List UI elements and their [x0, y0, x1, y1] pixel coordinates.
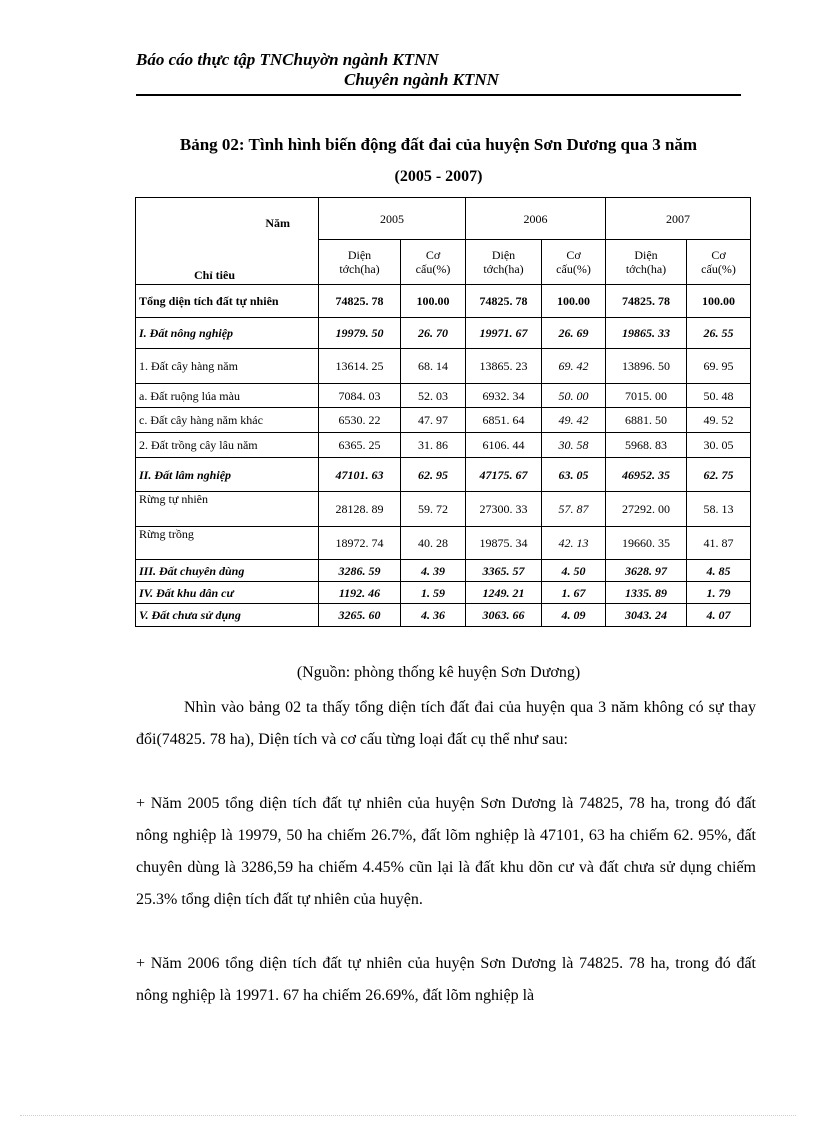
- page-bottom-divider: [20, 1115, 796, 1116]
- cell: 18972. 74: [319, 527, 401, 560]
- cell: 74825. 78: [466, 285, 542, 318]
- cell: 49. 52: [687, 408, 751, 433]
- row-label: c. Đất cây hàng năm khác: [136, 408, 319, 433]
- cell: 6530. 22: [319, 408, 401, 433]
- table-row: [136, 384, 751, 408]
- table-row: [136, 285, 751, 318]
- cell: 26. 69: [542, 318, 606, 349]
- cell: 4. 36: [401, 604, 466, 627]
- cell: 19875. 34: [466, 527, 542, 560]
- row-label: V. Đất chưa sử dụng: [136, 604, 319, 627]
- table-row: [136, 458, 751, 492]
- subheader-area: Diện tớch(ha): [319, 240, 401, 285]
- body-paragraph: Nhìn vào bảng 02 ta thấy tổng diện tích đất đai của huyện qua 3 năm không có sự thay đổi(74825. 78 ha), Diện tích và cơ cấu từng loại đất cụ thể như sau:: [136, 699, 756, 748]
- cell: 63. 05: [542, 458, 606, 492]
- cell: 50. 00: [542, 384, 606, 408]
- cell: 19660. 35: [606, 527, 687, 560]
- cell: 68. 14: [401, 349, 466, 384]
- cell: 62. 95: [401, 458, 466, 492]
- cell: 1. 67: [542, 582, 606, 604]
- land-use-table: [135, 197, 751, 627]
- row-label: III. Đất chuyên dùng: [136, 560, 319, 582]
- cell: 1. 79: [687, 582, 751, 604]
- cell: 7084. 03: [319, 384, 401, 408]
- cell: 26. 70: [401, 318, 466, 349]
- cell: 13865. 23: [466, 349, 542, 384]
- corner-year-label: Năm: [265, 216, 290, 230]
- table-row: [136, 604, 751, 627]
- year-header: 2007: [606, 198, 751, 240]
- table-row: [136, 582, 751, 604]
- row-label: 1. Đất cây hàng năm: [136, 349, 319, 384]
- cell: 42. 13: [542, 527, 606, 560]
- subheader-structure: Cơ cấu(%): [542, 240, 606, 285]
- cell: 47101. 63: [319, 458, 401, 492]
- cell: 13896. 50: [606, 349, 687, 384]
- header-subtitle: Chuyên ngành KTNN: [344, 70, 499, 89]
- row-label: I. Đất nông nghiệp: [136, 318, 319, 349]
- table-title: Bảng 02: Tình hình biến động đất đai của huyện Sơn Dương qua 3 năm: [179, 135, 698, 154]
- row-label: Rừng tự nhiên: [136, 492, 319, 527]
- table-row: [136, 560, 751, 582]
- cell: 100.00: [687, 285, 751, 318]
- cell: 6851. 64: [466, 408, 542, 433]
- cell: 27300. 33: [466, 492, 542, 527]
- cell: 13614. 25: [319, 349, 401, 384]
- cell: 19865. 33: [606, 318, 687, 349]
- cell: 4. 09: [542, 604, 606, 627]
- table-row: [136, 318, 751, 349]
- table-row: [136, 527, 751, 560]
- cell: 4. 50: [542, 560, 606, 582]
- table-corner-cell: [136, 198, 319, 285]
- body-paragraph: + Năm 2005 tổng diện tích đất tự nhiên của huyện Sơn Dương là 74825, 78 ha, trong đó đất nông nghiệp là 19979, 50 ha chiếm 26.7%, đất lõm nghiệp là 47101, 63 ha chiếm 62. 95%, đất chuyên dùng là 3286,59 ha chiếm 4.45% cũn lại là đất khu dõn cư và đất chưa sử dụng chiếm 25.3% tổng diện tích đất tự nhiên của huyện.: [136, 795, 756, 908]
- cell: 74825. 78: [606, 285, 687, 318]
- cell: 58. 13: [687, 492, 751, 527]
- cell: 46952. 35: [606, 458, 687, 492]
- subheader-structure: Cơ cấu(%): [687, 240, 751, 285]
- cell: 69. 42: [542, 349, 606, 384]
- table-row: [136, 433, 751, 458]
- cell: 52. 03: [401, 384, 466, 408]
- cell: 47. 97: [401, 408, 466, 433]
- subheader-structure: Cơ cấu(%): [401, 240, 466, 285]
- subheader-area: Diện tớch(ha): [606, 240, 687, 285]
- cell: 100.00: [542, 285, 606, 318]
- cell: 62. 75: [687, 458, 751, 492]
- cell: 74825. 78: [319, 285, 401, 318]
- cell: 3063. 66: [466, 604, 542, 627]
- row-label: IV. Đất khu dân cư: [136, 582, 319, 604]
- cell: 40. 28: [401, 527, 466, 560]
- cell: 41. 87: [687, 527, 751, 560]
- table-row: [136, 408, 751, 433]
- row-label: Rừng trồng: [136, 527, 319, 560]
- subheader-area: Diện tớch(ha): [466, 240, 542, 285]
- table-source-note: (Nguồn: phòng thống kê huyện Sơn Dương): [296, 664, 581, 681]
- cell: 1192. 46: [319, 582, 401, 604]
- cell: 19971. 67: [466, 318, 542, 349]
- cell: 31. 86: [401, 433, 466, 458]
- cell: 26. 55: [687, 318, 751, 349]
- cell: 7015. 00: [606, 384, 687, 408]
- row-label: a. Đất ruộng lúa màu: [136, 384, 319, 408]
- cell: 30. 58: [542, 433, 606, 458]
- header-title: Báo cáo thực tập TNChuyờn ngành KTNN: [136, 50, 439, 69]
- cell: 1249. 21: [466, 582, 542, 604]
- cell: 1. 59: [401, 582, 466, 604]
- cell: 30. 05: [687, 433, 751, 458]
- year-header: 2005: [319, 198, 466, 240]
- cell: 4. 85: [687, 560, 751, 582]
- cell: 6932. 34: [466, 384, 542, 408]
- cell: 3286. 59: [319, 560, 401, 582]
- cell: 1335. 89: [606, 582, 687, 604]
- cell: 47175. 67: [466, 458, 542, 492]
- cell: 57. 87: [542, 492, 606, 527]
- cell: 4. 39: [401, 560, 466, 582]
- cell: 6881. 50: [606, 408, 687, 433]
- row-label: II. Đất lâm nghiệp: [136, 458, 319, 492]
- cell: 49. 42: [542, 408, 606, 433]
- cell: 27292. 00: [606, 492, 687, 527]
- cell: 6106. 44: [466, 433, 542, 458]
- cell: 19979. 50: [319, 318, 401, 349]
- header-rule: [136, 94, 741, 96]
- cell: 3628. 97: [606, 560, 687, 582]
- body-paragraph: + Năm 2006 tổng diện tích đất tự nhiên của huyện Sơn Dương là 74825. 78 ha, trong đó đất nông nghiệp là 19971. 67 ha chiếm 26.69%, đất lõm nghiệp là: [136, 955, 756, 1004]
- cell: 50. 48: [687, 384, 751, 408]
- corner-indicator-label: Chỉ tiêu: [194, 268, 236, 282]
- cell: 28128. 89: [319, 492, 401, 527]
- table-row: [136, 492, 751, 527]
- row-label: Tổng diện tích đất tự nhiên: [136, 285, 319, 318]
- year-header: 2006: [466, 198, 606, 240]
- table-row: [136, 349, 751, 384]
- cell: 69. 95: [687, 349, 751, 384]
- cell: 100.00: [401, 285, 466, 318]
- cell: 4. 07: [687, 604, 751, 627]
- row-label: 2. Đất trồng cây lâu năm: [136, 433, 319, 458]
- cell: 59. 72: [401, 492, 466, 527]
- page-header: [136, 50, 741, 89]
- cell: 3365. 57: [466, 560, 542, 582]
- cell: 5968. 83: [606, 433, 687, 458]
- table-period: (2005 - 2007): [394, 168, 483, 185]
- cell: 3043. 24: [606, 604, 687, 627]
- cell: 3265. 60: [319, 604, 401, 627]
- cell: 6365. 25: [319, 433, 401, 458]
